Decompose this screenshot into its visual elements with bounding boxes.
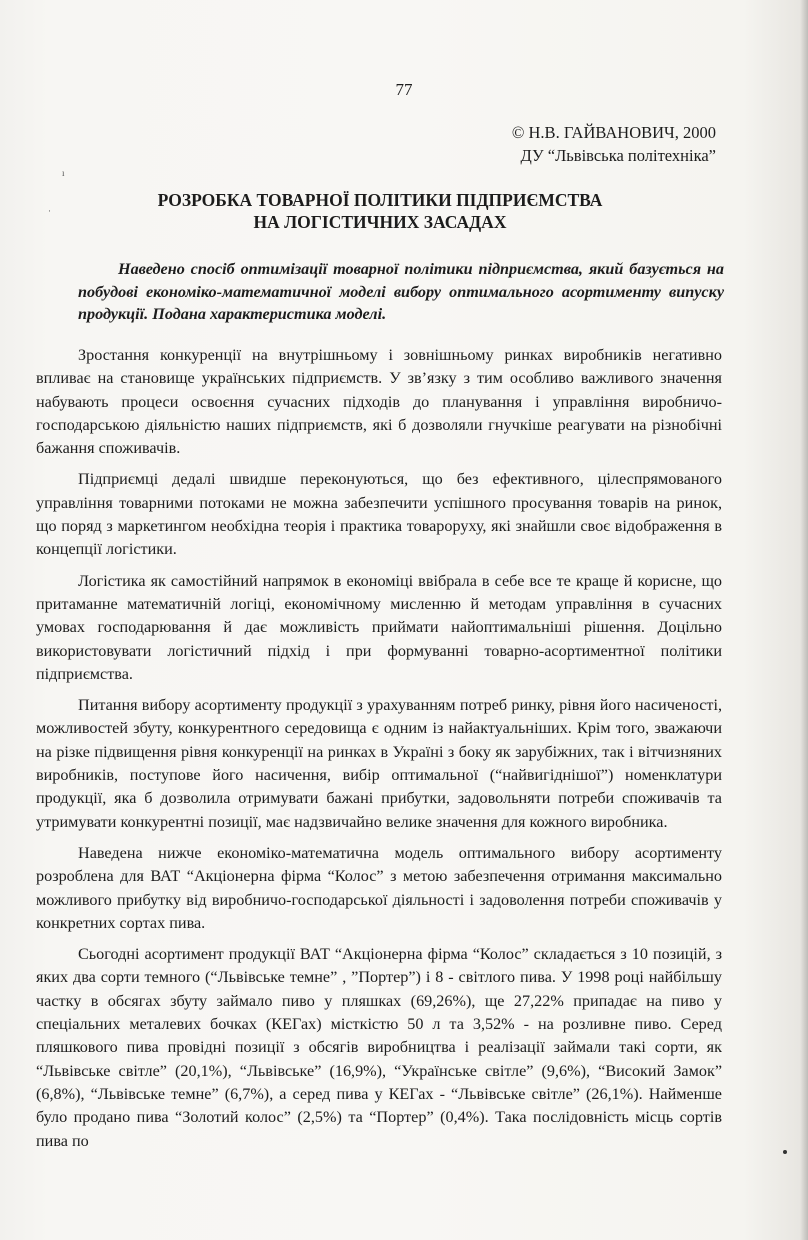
author-copyright: © Н.В. ГАЙВАНОВИЧ, 2000 [511, 123, 716, 142]
paragraph: Сьогодні асортимент продукції ВАТ “Акціонерна фірма “Колос” складається з 10 позицій, з яких два сорти темного (“Львівське темне” , ”Портер”) і 8 - світлого пива. У 1998 році найбільшу частку в обсягах збуту займало пиво у пляшках (69,26%), ще 27,22% припадає на пиво у спеціальних металевих бочках (КЕГах) місткістю 50 л та 3,52% - на розливне пиво. Серед пляшкового пива провідні позиції з обсягів виробництва і реалізації займали такі сорти, як “Львівське світле” (20,1%), “Львівське” (16,9%), “Українське світле” (9,6%), “Високий Замок” (6,8%), “Львівське темне” (6,7%), а серед пива у КЕГах - “Львівське світле” (26,1%). Найменше було продано пива “Золотий колос” (2,5%) та “Портер” (0,4%). Така послідовність місць сортів пива по [36, 945, 722, 1150]
scan-artifact-dot [783, 1150, 787, 1154]
title-line-1: РОЗРОБКА ТОВАРНОЇ ПОЛІТИКИ ПІДПРИЄМСТВА [157, 190, 603, 210]
author-affiliation: ДУ “Львівська політехніка” [520, 146, 716, 165]
scan-artifact-mark: · [48, 206, 51, 216]
scan-artifact-mark: ı [62, 168, 65, 178]
abstract: Наведено спосіб оптимізації товарної політики підприємства, який базується на побудові економіко-математичної моделі вибору оптимального асортименту випуску продукції. Подана характеристика моделі. [78, 260, 724, 323]
page-edge-shadow [800, 0, 808, 1240]
title-line-2: НА ЛОГІСТИЧНИХ ЗАСАДАХ [253, 212, 507, 232]
paragraph: Зростання конкуренції на внутрішньому і зовнішньому ринках виробників негативно впливає на становище українських підприємств. У зв’язку з тим особливо важливого значення набувають процеси освоєння сучасних підходів до планування і управління виробничо-господарською діяльністю наших підприємств, які б дозволяли гнучкіше реагувати на різнобічні бажання споживачів. [36, 346, 722, 458]
paragraph: Наведена нижче економіко-математична модель оптимального вибору асортименту розроблена для ВАТ “Акціонерна фірма “Колос” з метою забезпечення отримання максимально можливого прибутку від виробничо-господарської діяльності і задоволення потреби споживачів у конкретних сортах пива. [36, 843, 722, 932]
paragraph: Логістика як самостійний напрямок в економіці ввібрала в себе все те краще й корисне, що притаманне математичній логіці, економічному мисленню й методам управління в сучасних умовах господарювання й дає можливість приймати найоптимальніші рішення. Доцільно використовувати логістичний підхід і при формуванні товарно-асортиментної політики підприємства. [36, 571, 722, 683]
paragraph: Питання вибору асортименту продукції з урахуванням потреб ринку, рівня його насиченості, можливостей збуту, конкурентного середовища є одним із найактуальніших. Крім того, зважаючи на різке підвищення рівня конкуренції на ринках в Україні з боку як зарубіжних, так і вітчизняних виробників, поступове його насичення, вибір оптимальної (“найвигіднішої”) номенклатури продукції, яка б дозволила отримувати бажані прибутки, задовольняти потреби споживачів та утримувати конкурентні позиції, має надзвичайно велике значення для кожного виробника. [36, 696, 722, 831]
author-block [512, 121, 716, 167]
article-body [36, 344, 722, 1161]
paragraph: Підприємці дедалі швидше переконуються, що без ефективного, цілеспрямованого управління товарними потоками не можна забезпечити успішного просування товарів на ринок, що поряд з маркетингом необхідна теорія і практика товароруху, які знайшли своє відображення в концепції логістики. [36, 470, 722, 559]
article-title [70, 189, 690, 233]
page-number: 77 [395, 80, 413, 99]
